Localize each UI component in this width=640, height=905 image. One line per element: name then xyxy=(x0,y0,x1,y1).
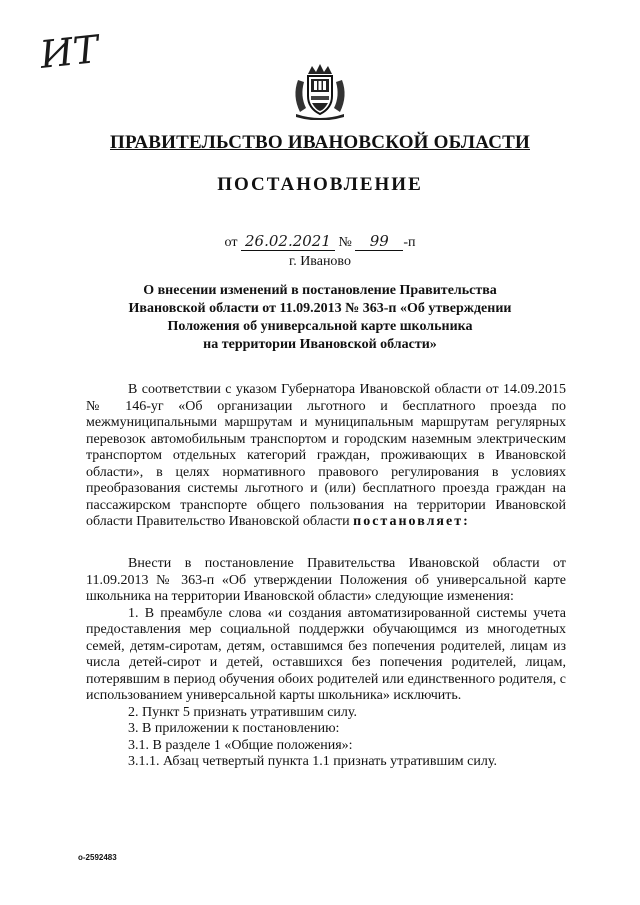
organization-title: ПРАВИТЕЛЬСТВО ИВАНОВСКОЙ ОБЛАСТИ xyxy=(110,132,530,153)
amendments-body xyxy=(86,556,566,771)
subject-line: О внесении изменений в постановление Правительства xyxy=(143,283,497,298)
handwritten-mark: ИТ xyxy=(37,27,101,77)
document-code: о-2592483 xyxy=(78,853,117,862)
document-subject xyxy=(0,282,640,354)
number-suffix: -п xyxy=(403,235,416,250)
subject-line: на территории Ивановской области» xyxy=(203,337,437,352)
date-prefix: от xyxy=(224,235,238,250)
handwritten-date: 26.02.2021 xyxy=(241,232,335,251)
subject-line: Ивановской области от 11.09.2013 № 363-п «Об утверждении xyxy=(128,301,512,316)
subject-line: Положения об универсальной карте школьника xyxy=(167,319,473,334)
paragraph-item-1: 1. В преамбуле слова «и создания автоматизированной системы учета предоставления мер социальной поддержки обучающимся из многодетных семей, детям-сиротам, детям, оставшимся без попечения родителей, лицам из числа детей-сирот и детей, оставшихся без попечения родителей, лицам, потерявшим в период обучения обоих родителей или единственного родителя, с использованием универсальной карты школьника» исключить. xyxy=(86,605,566,703)
number-sign: № xyxy=(338,235,352,250)
coat-of-arms-emblem xyxy=(290,62,350,120)
paragraph-item-3: 3. В приложении к постановлению: xyxy=(128,721,340,736)
paragraph-item-2: 2. Пункт 5 признать утратившим силу. xyxy=(128,704,357,720)
preamble-text: В соответствии с указом Губернатора Ивановской области от 14.09.2015 № 146-уг «Об организации льготного и бесплатного проезда по межмуниципальными маршрутам и муниципальным маршрутам регулярных перевозок автомобильным транспортом и городским наземным электрическим транспортом отдельных категорий граждан, проживающих в Ивановской области», в целях нормативного правового регулирования в условиях преобразования системы льготного и (или) бесплатного проезда граждан на пассажирском транспорте общего пользования на территории Ивановской области Правительство Ивановской области xyxy=(86,382,566,529)
paragraph-intro: Внести в постановление Правительства Ивановской области от 11.09.2013 № 363-п «Об утверждении Положения об универсальной карте школьника на территории Ивановской области» следующие изменения: xyxy=(86,556,566,604)
city: г. Иваново xyxy=(289,254,351,269)
resolves-word: постановляет: xyxy=(353,514,470,529)
preamble-paragraph xyxy=(86,382,566,531)
handwritten-number: 99 xyxy=(355,232,403,251)
paragraph-item-3-1: 3.1. В разделе 1 «Общие положения»: xyxy=(128,737,353,753)
date-number-line xyxy=(0,232,640,251)
document-type: ПОСТАНОВЛЕНИЕ xyxy=(217,174,423,195)
paragraph-item-3-1-1: 3.1.1. Абзац четвертый пункта 1.1 признать утратившим силу. xyxy=(128,754,497,769)
